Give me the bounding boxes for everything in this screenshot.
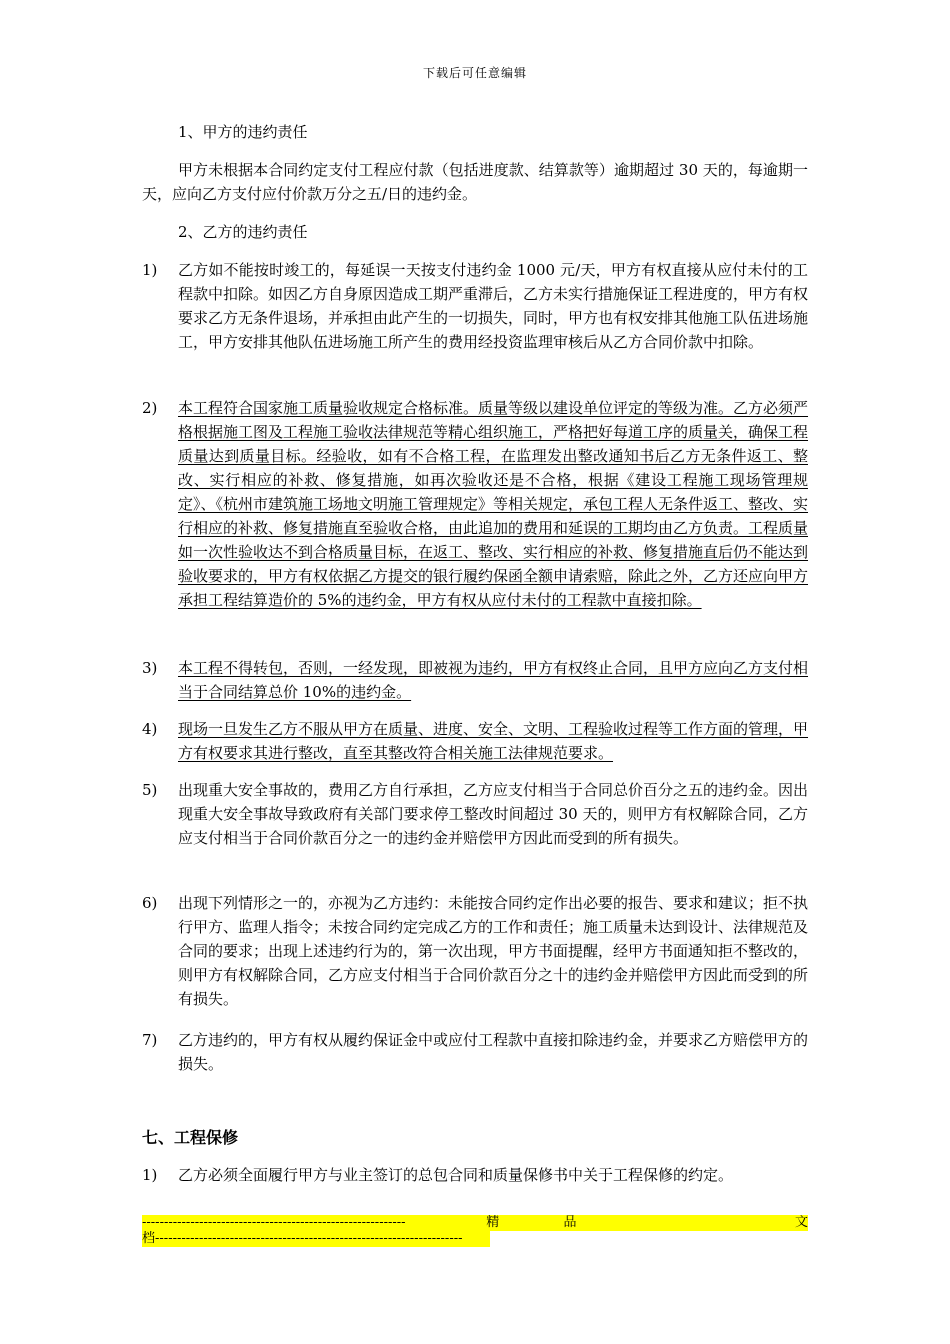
item-text: 乙方必须全面履行甲方与业主签订的总包合同和质量保修书中关于工程保修的约定。 — [178, 1166, 734, 1184]
party-a-breach-paragraph: 甲方未根据本合同约定支付工程应付款（包括进度款、结算款等）逾期超过 30 天的，每逾期一天，应向乙方支付应付价款万分之五/日的违约金。 — [142, 161, 808, 203]
footer-dashes: ---------------------------------------------------------------------- — [155, 1231, 463, 1246]
item-number: 2) — [142, 399, 158, 417]
item-number: 7) — [142, 1031, 158, 1049]
item-number: 5) — [142, 781, 158, 799]
item-text: 乙方违约的，甲方有权从履约保证金中或应付工程款中直接扣除违约金，并要求乙方赔偿甲方的损失。 — [178, 1031, 809, 1073]
item-number: 3) — [142, 659, 158, 677]
item-text: 乙方如不能按时竣工的，每延误一天按支付违约金 1000 元/天，甲方有权直接从应付未付的工程款中扣除。如因乙方自身原因造成工期严重滞后，乙方未实行措施保证工程进度的，甲方有权要求乙方无条件退场，并承担由此产生的一切损失，同时，甲方也有权安排其他施工队伍进场施工，甲方安排其他队伍进场施工所产生的费用经投资监理审核后从乙方合同价款中扣除。 — [178, 261, 809, 351]
item-text: 出现重大安全事故的，费用乙方自行承担，乙方应支付相当于合同总价百分之五的违约金。因出现重大安全事故导致政府有关部门要求停工整改时间超过 30 天的，则甲方有权解除合同，乙方应支付相当于合同价款百分之一的违约金并赔偿甲方因此而受到的所有损失。 — [178, 781, 809, 847]
item-text: 出现下列情形之一的，亦视为乙方违约：未能按合同约定作出必要的报告、要求和建议；拒不执行甲方、监理人指令；未按合同约定完成乙方的工作和责任；施工质量未达到设计、法律规范及合同的要求；出现上述违约行为的，第一次出现，甲方书面提醒，经甲方书面通知拒不整改的，则甲方有权解除合同，乙方应支付相当于合同价款百分之十的违约金并赔偿甲方因此而受到的所有损失。 — [178, 894, 809, 1008]
footer-dashes: ------------------------------------------------------------ — [142, 1215, 406, 1230]
section-title-party-a: 1、甲方的违约责任 — [178, 123, 308, 141]
section-heading-warranty: 七、工程保修 — [142, 1128, 239, 1147]
footer-char: 档 — [142, 1231, 156, 1246]
item-text: 本工程不得转包，否则，一经发现，即被视为违约，甲方有权终止合同，且甲方应向乙方支付相当于合同结算总价 10%的违约金。 — [178, 659, 809, 701]
item-text: 本工程符合国家施工质量验收规定合格标准。质量等级以建设单位评定的等级为准。乙方必须严格根据施工图及工程施工验收法律规范等精心组织施工，严格把好每道工序的质量关，确保工程质量达到质量目标。经验收，如有不合格工程，在监理发出整改通知书后乙方无条件返工、整改、实行相应的补救、修复措施，如再次验收还是不合格，根据《建设工程施工现场管理规定》、《杭州市建筑施工场地文明施工管理规定》等相关规定，承包工程人无条件返工、整改、实行相应的补救、修复措施直至验收合格，由此追加的费用和延误的工期均由乙方负责。工程质量如一次性验收达不到合格质量目标，在返工、整改、实行相应的补救、修复措施直后仍不能达到验收要求的，甲方有权依据乙方提交的银行履约保函全额申请索赔，除此之外，乙方还应向甲方承担工程结算造价的 5%的违约金，甲方有权从应付未付的工程款中直接扣除。 — [178, 399, 809, 609]
footer-watermark — [142, 1215, 808, 1252]
section-title-party-b: 2、乙方的违约责任 — [178, 223, 308, 241]
item-number: 6) — [142, 894, 158, 912]
footer-char: 精 — [486, 1215, 500, 1230]
item-number: 1) — [142, 261, 158, 279]
footer-char: 文 — [794, 1215, 808, 1230]
footer-char: 品 — [563, 1215, 577, 1230]
item-text: 现场一旦发生乙方不服从甲方在质量、进度、安全、文明、工程验收过程等工作方面的管理，甲方有权要求其进行整改，直至其整改符合相关施工法律规范要求。 — [178, 720, 809, 762]
item-number: 4) — [142, 720, 158, 738]
item-number: 1) — [142, 1166, 158, 1184]
page-header: 下载后可任意编辑 — [422, 66, 527, 80]
